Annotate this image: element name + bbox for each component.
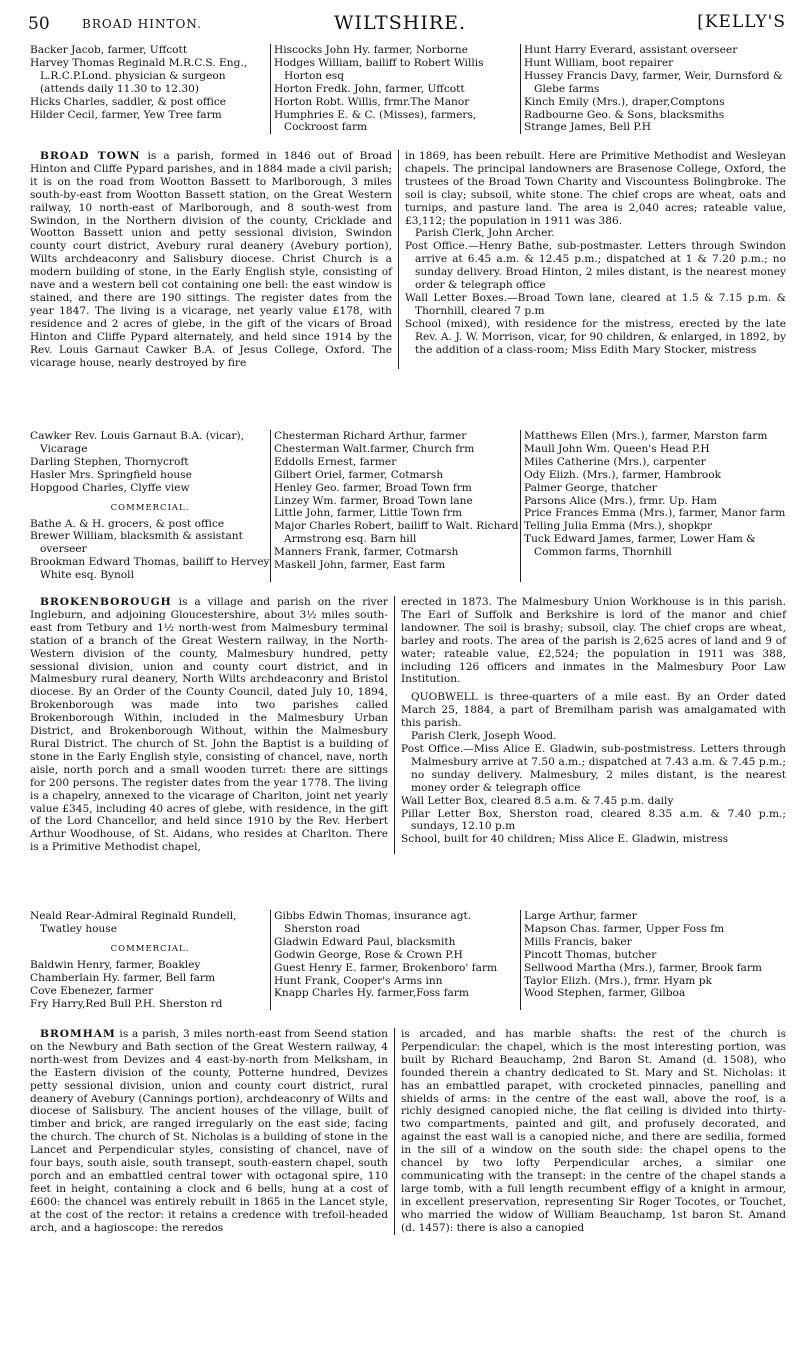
directory-entry: Parsons Alice (Mrs.), frmr. Up. Ham xyxy=(524,494,717,507)
brokenborough-right-column xyxy=(394,596,786,854)
post-office: Post Office.—Henry Bathe, sub-postmaster. Letters through Swindon arrive at 6.45 a.m. & 12.45 p.m.; dispatched at 1 & 7.20 p.m.; no sunday delivery. Broad Hinton, 2 miles distant, is the nearest money order & telegraph office xyxy=(405,240,786,292)
county-title: WILTSHIRE. xyxy=(333,12,467,34)
directory-entry: Backer Jacob, farmer, Uffcott xyxy=(30,44,188,56)
page-number: 50 xyxy=(28,14,50,34)
bromham-left-column xyxy=(30,1028,394,1235)
directory-entry: Chamberlain Hy. farmer, Bell farm xyxy=(30,971,216,984)
directory-column-1 xyxy=(30,430,270,582)
directory-entry: Hunt William, boot repairer xyxy=(524,56,674,69)
brokenborough-description-cont: erected in 1873. The Malmesbury Union Workhouse is in this parish. The Earl of Suffolk and Berkshire is lord of the manor and chief landowner. The soil is brashy; subsoil, clay. The chief crops are wheat, barley and roots. The area of the parish is 2,625 acres of land and 9 of water; rateable value, £2,524; the population in 1911 was 388, including 126 officers and inmates in the Malmesbury Poor Law Institution. xyxy=(401,596,786,686)
directory-entry: Large Arthur, farmer xyxy=(524,910,637,922)
brokenborough-directory xyxy=(30,910,786,1010)
bromham-description-cont: is arcaded, and has marble shafts: the rest of the church is Perpendicular: the chapel, which is the most interesting portion, was built by Richard Beauchamp, 2nd Baron St. Amand (d. 1508), who founded therein a chantry dedicated to St. Mary and St. Nicholas: it has an embattled parapet, with crocketed pinnacles, panelling and shields of arms: in the centre of the east wall, above the roof, is a richly designed canopied niche, the flat ceiling is divided into thirty-two compartments, painted and gilt, and profusely decorated, and against the east wall is a canopied niche, and there are sedilia, formed in the sill of a window on the south side: the chapel opens to the chancel by two lofty Perpendicular arches, a similar one communicating with the transept: in the centre of the chapel stands a large tomb, with a full length recumbent effigy of a knight in armour, in excellent preservation, representing Sir Roger Tocotes, or Touchet, who married the widow of William Beauchamp, 1st baron St. Amand (d. 1457): there is also a canopied xyxy=(401,1028,786,1234)
broad-town-left-column xyxy=(30,150,398,369)
directory-entry: Taylor Elizh. (Mrs.), frmr. Hyam pk xyxy=(524,974,712,987)
directory-entry: Ody Elizh. (Mrs.), farmer, Hambrook xyxy=(524,468,722,481)
directory-entry: Tuck Edward James, farmer, Lower Ham & Common farms, Thornhill xyxy=(524,533,756,559)
directory-entry: Horton Fredk. John, farmer, Uffcott xyxy=(274,82,465,95)
directory-entry: Darling Stephen, Thornycroft xyxy=(30,455,189,468)
school: School (mixed), with residence for the mistress, erected by the late Rev. A. J. W. Morrison, vicar, for 90 children, & enlarged, in 1892, by the addition of a class-room; Miss Edith Mary Stocker, mistress xyxy=(405,317,786,356)
brokenborough-section xyxy=(30,596,786,854)
publisher-name: [KELLY'S xyxy=(697,12,786,32)
directory-entry: Hussey Francis Davy, farmer, Weir, Durnsford & Glebe farms xyxy=(524,69,783,95)
parish-clerk: Parish Clerk, John Archer. xyxy=(415,227,555,240)
directory-entry: Hunt Frank, Cooper's Arms inn xyxy=(274,974,443,987)
page-header xyxy=(0,10,800,40)
directory-entry: Fry Harry,Red Bull P.H. Sherston rd xyxy=(30,997,223,1010)
directory-entry: Maull John Wm. Queen's Head P.H xyxy=(524,442,710,455)
directory-column-2 xyxy=(270,430,520,582)
quobwell-note: QUOBWELL is three-quarters of a mile east. By an Order dated March 25, 1884, a part of Bremilham parish was amalgamated with this parish. xyxy=(401,691,786,730)
directory-entry: Palmer George, thatcher xyxy=(524,481,657,494)
place-heading: BROMHAM xyxy=(40,1028,116,1040)
directory-entry: Little John, farmer, Little Town frm xyxy=(274,507,463,520)
directory-entry: Gibbs Edwin Thomas, insurance agt. Sherston road xyxy=(274,910,472,935)
directory-entry: Strange James, Bell P.H xyxy=(524,121,651,134)
broad-town-description-cont: in 1869, has been rebuilt. Here are Primitive Methodist and Wesleyan chapels. The principal landowners are Brasenose College, Oxford, the trustees of the Broad Town Charity and Viscountess Bolingbroke. The soil is clay; subsoil, white stone. The chief crops are wheat, oats and turnips, and pasture land. The area is 2,040 acres; rateable value, £3,112; the population in 1911 was 386. xyxy=(405,150,786,227)
directory-entry: Gladwin Edward Paul, blacksmith xyxy=(274,935,456,948)
parish-clerk: Parish Clerk, Joseph Wood. xyxy=(411,730,557,743)
directory-entry: Hodges William, bailiff to Robert Willis Horton esq xyxy=(274,56,484,82)
directory-entry: Godwin George, Rose & Crown P.H xyxy=(274,948,463,961)
directory-entry: Cove Ebenezer, farmer xyxy=(30,984,154,997)
directory-entry: Brewer William, blacksmith & assistant overseer xyxy=(30,530,243,556)
wall-letter-box: Wall Letter Box, cleared 8.5 a.m. & 7.45 p.m. daily xyxy=(401,794,674,807)
directory-column-1 xyxy=(30,44,270,134)
directory-entry: Pincott Thomas, butcher xyxy=(524,948,657,961)
broad-town-description: BROAD TOWN is a parish, formed in 1846 out of Broad Hinton and Cliffe Pypard parishes, and in 1884 made a civil parish; it is on the road from Wootton Bassett to Marlborough, 3 miles south-by-east from Wootton Bassett station, on the Great Western railway, 10 north-east of Marlborough, and 8 south-west from Swindon, in the Northern division of the county, Cricklade and Wootton Bassett union and petty sessional division, Swindon county court district, Avebury rural deanery (Avebury portion), Wilts archdeaconry and Salisbury diocese. Christ Church is a modern building of stone, in the Early English style, consisting of nave and a western bell cot containing one bell: the east window is stained, and there are 190 sittings. The register dates from the year 1847. The living is a vicarage, net yearly value £178, with residence and 2 acres of glebe, in the gift of the vicars of Broad Hinton and Cliffe Pypard alternately, and held since 1914 by the Rev. Louis Garnaut Cawker B.A. of Jesus College, Oxford. The vicarage house, nearly destroyed by fire xyxy=(30,150,392,369)
wall-letter-boxes: Wall Letter Boxes.—Broad Town lane, cleared at 1.5 & 7.15 p.m. & Thornhill, cleared 7 p.m xyxy=(405,291,786,317)
bromham-section xyxy=(30,1028,786,1235)
directory-entry: Eddolls Ernest, farmer xyxy=(274,455,397,468)
bromham-right-column xyxy=(394,1028,786,1235)
directory-entry: Radbourne Geo. & Sons, blacksmiths xyxy=(524,108,725,121)
directory-entry: Henley Geo. farmer, Broad Town frm xyxy=(274,481,472,494)
broad-town-right-column xyxy=(398,150,786,369)
directory-entry: Bathe A. & H. grocers, & post office xyxy=(30,517,225,530)
directory-entry: Chesterman Walt.farmer, Church frm xyxy=(274,442,475,455)
directory-entry: Price Frances Emma (Mrs.), farmer, Manor farm xyxy=(524,507,786,520)
commercial-subheading: COMMERCIAL. xyxy=(110,502,190,513)
directory-entry: Major Charles Robert, bailiff to Walt. Richard Armstrong esq. Barn hill xyxy=(274,520,519,546)
directory-column-1 xyxy=(30,910,270,1010)
directory-entry: Telling Julia Emma (Mrs.), shopkpr xyxy=(524,520,713,533)
school: School, built for 40 children; Miss Alice E. Gladwin, mistress xyxy=(401,833,729,846)
directory-column-3 xyxy=(520,910,786,1010)
directory-entry: Gilbert Oriel, farmer, Cotmarsh xyxy=(274,468,444,481)
commercial-subheading: COMMERCIAL. xyxy=(110,943,190,954)
directory-entry: Mapson Chas. farmer, Upper Foss fm xyxy=(524,922,725,935)
directory-entry: Horton Robt. Willis, frmr.The Manor xyxy=(274,95,470,108)
directory-entry: Maskell John, farmer, East farm xyxy=(274,559,446,572)
bromham-description: BROMHAM is a parish, 3 miles north-east from Seend station on the Newbury and Bath section of the Great Western railway, 4 north-west from Devizes and 4 east-by-north from Melksham, in the Eastern division of the county, Potterne hundred, Devizes petty sessional division, union and county court district, rural deanery of Avebury (Cannings portion), archdeaconry of Wilts and diocese of Salisbury. The ancient houses of the village, built of timber and brick, are ranged irregularly on the east side, facing the church. The church of St. Nicholas is a building of stone in the Lancet and Perpendicular styles, consisting of chancel, nave of four bays, south aisle, south transept, south-eastern chapel, south porch and an embattled central tower with octagonal spire, 110 feet in height, containing a clock and 6 bells, hung at a cost of £600: the chancel was entirely rebuilt in 1865 in the Lancet style, at the cost of the rector: it retains a credence with trefoil-headed arch, and a hagioscope: the reredos xyxy=(30,1028,388,1234)
directory-entry: Chesterman Richard Arthur, farmer xyxy=(274,430,467,442)
directory-entry: Hunt Harry Everard, assistant overseer xyxy=(524,44,738,56)
directory-entry: Hilder Cecil, farmer, Yew Tree farm xyxy=(30,108,222,121)
directory-entry: Matthews Ellen (Mrs.), farmer, Marston farm xyxy=(524,430,768,442)
directory-entry: Neald Rear-Admiral Reginald Rundell, Twatley house xyxy=(30,910,237,935)
directory-entry: Hicks Charles, saddler, & post office xyxy=(30,95,227,108)
directory-entry: Harvey Thomas Reginald M.R.C.S. Eng., L.R.C.P.Lond. physician & surgeon (attends daily 11.30 to 12.30) xyxy=(30,56,248,95)
broad-town-section xyxy=(30,150,786,369)
directory-entry: Mills Francis, baker xyxy=(524,935,632,948)
directory-column-3 xyxy=(520,430,786,582)
directory-entry: Guest Henry E. farmer, Brokenboro' farm xyxy=(274,961,498,974)
broad-hinton-directory xyxy=(30,44,786,134)
directory-entry: Sellwood Martha (Mrs.), farmer, Brook farm xyxy=(524,961,762,974)
directory-entry: Wood Stephen, farmer, Gilboa xyxy=(524,987,686,1000)
directory-entry: Linzey Wm. farmer, Broad Town lane xyxy=(274,494,473,507)
directory-entry: Hasler Mrs. Springfield house xyxy=(30,468,192,481)
post-office: Post Office.—Miss Alice E. Gladwin, sub-postmistress. Letters through Malmesbury arrive at 7.50 a.m.; dispatched at 7.43 a.m. & 7.45 p.m.; no sunday delivery. Malmesbury, 2 miles distant, is the nearest money order & telegraph office xyxy=(401,742,786,794)
running-place-name: BROAD HINTON. xyxy=(82,17,202,31)
directory-entry: Manners Frank, farmer, Cotmarsh xyxy=(274,546,459,559)
directory-column-2 xyxy=(270,44,520,134)
directory-entry: Brookman Edward Thomas, bailiff to Hervey White esq. Bynoll xyxy=(30,556,270,582)
directory-entry: Miles Catherine (Mrs.), carpenter xyxy=(524,455,706,468)
directory-entry: Humphries E. & C. (Misses), farmers, Cockroost farm xyxy=(274,108,477,134)
brokenborough-description: BROKENBOROUGH is a village and parish on the river Ingleburn, and adjoining Gloucestershire, about 3½ miles south-east from Tetbury and 1½ north-west from Malmesbury terminal station of a branch of the Great Western railway, in the North-Western division of the county, Malmesbury hundred, petty sessional division, union and county court district, and in Malmesbury rural deanery, North Wilts archdeaconry and Bristol diocese. By an Order of the County Council, dated July 10, 1894, Brokenborough was made into two parishes called Brokenborough Within, included in the Malmesbury Urban District, and Brokenborough Without, within the Malmesbury Rural District. The church of St. John the Baptist is a building of stone in the Early English style, consisting of chancel, nave, north aisle, north porch and a small wooden turret: there are sittings for 200 persons. The register dates from the year 1778. The living is a chapelry, annexed to the vicarage of Charlton, joint net yearly value £345, including 40 acres of glebe, with residence, in the gift of the Lord Chancellor, and held since 1910 by the Rev. Herbert Arthur Woodhouse, of St. Aidans, who resides at Charlton. There is a Primitive Methodist chapel, xyxy=(30,596,388,854)
directory-column-3 xyxy=(520,44,786,134)
directory-entry: Hopgood Charles, Clyffe view xyxy=(30,481,190,494)
brokenborough-left-column xyxy=(30,596,394,854)
place-heading: BROAD TOWN xyxy=(40,150,141,162)
directory-entry: Baldwin Henry, farmer, Boakley xyxy=(30,958,201,971)
directory-entry: Hiscocks John Hy. farmer, Norborne xyxy=(274,44,468,56)
pillar-letter-box: Pillar Letter Box, Sherston road, cleared 8.35 a.m. & 7.40 p.m.; sundays, 12.10 p.m xyxy=(401,807,786,833)
directory-column-2 xyxy=(270,910,520,1010)
directory-entry: Kinch Emily (Mrs.), draper,Comptons xyxy=(524,95,725,108)
directory-entry: Cawker Rev. Louis Garnaut B.A. (vicar), Vicarage xyxy=(30,430,245,455)
broad-town-directory xyxy=(30,430,786,582)
directory-entry: Knapp Charles Hy. farmer,Foss farm xyxy=(274,987,469,1000)
place-heading: BROKENBOROUGH xyxy=(40,596,172,608)
